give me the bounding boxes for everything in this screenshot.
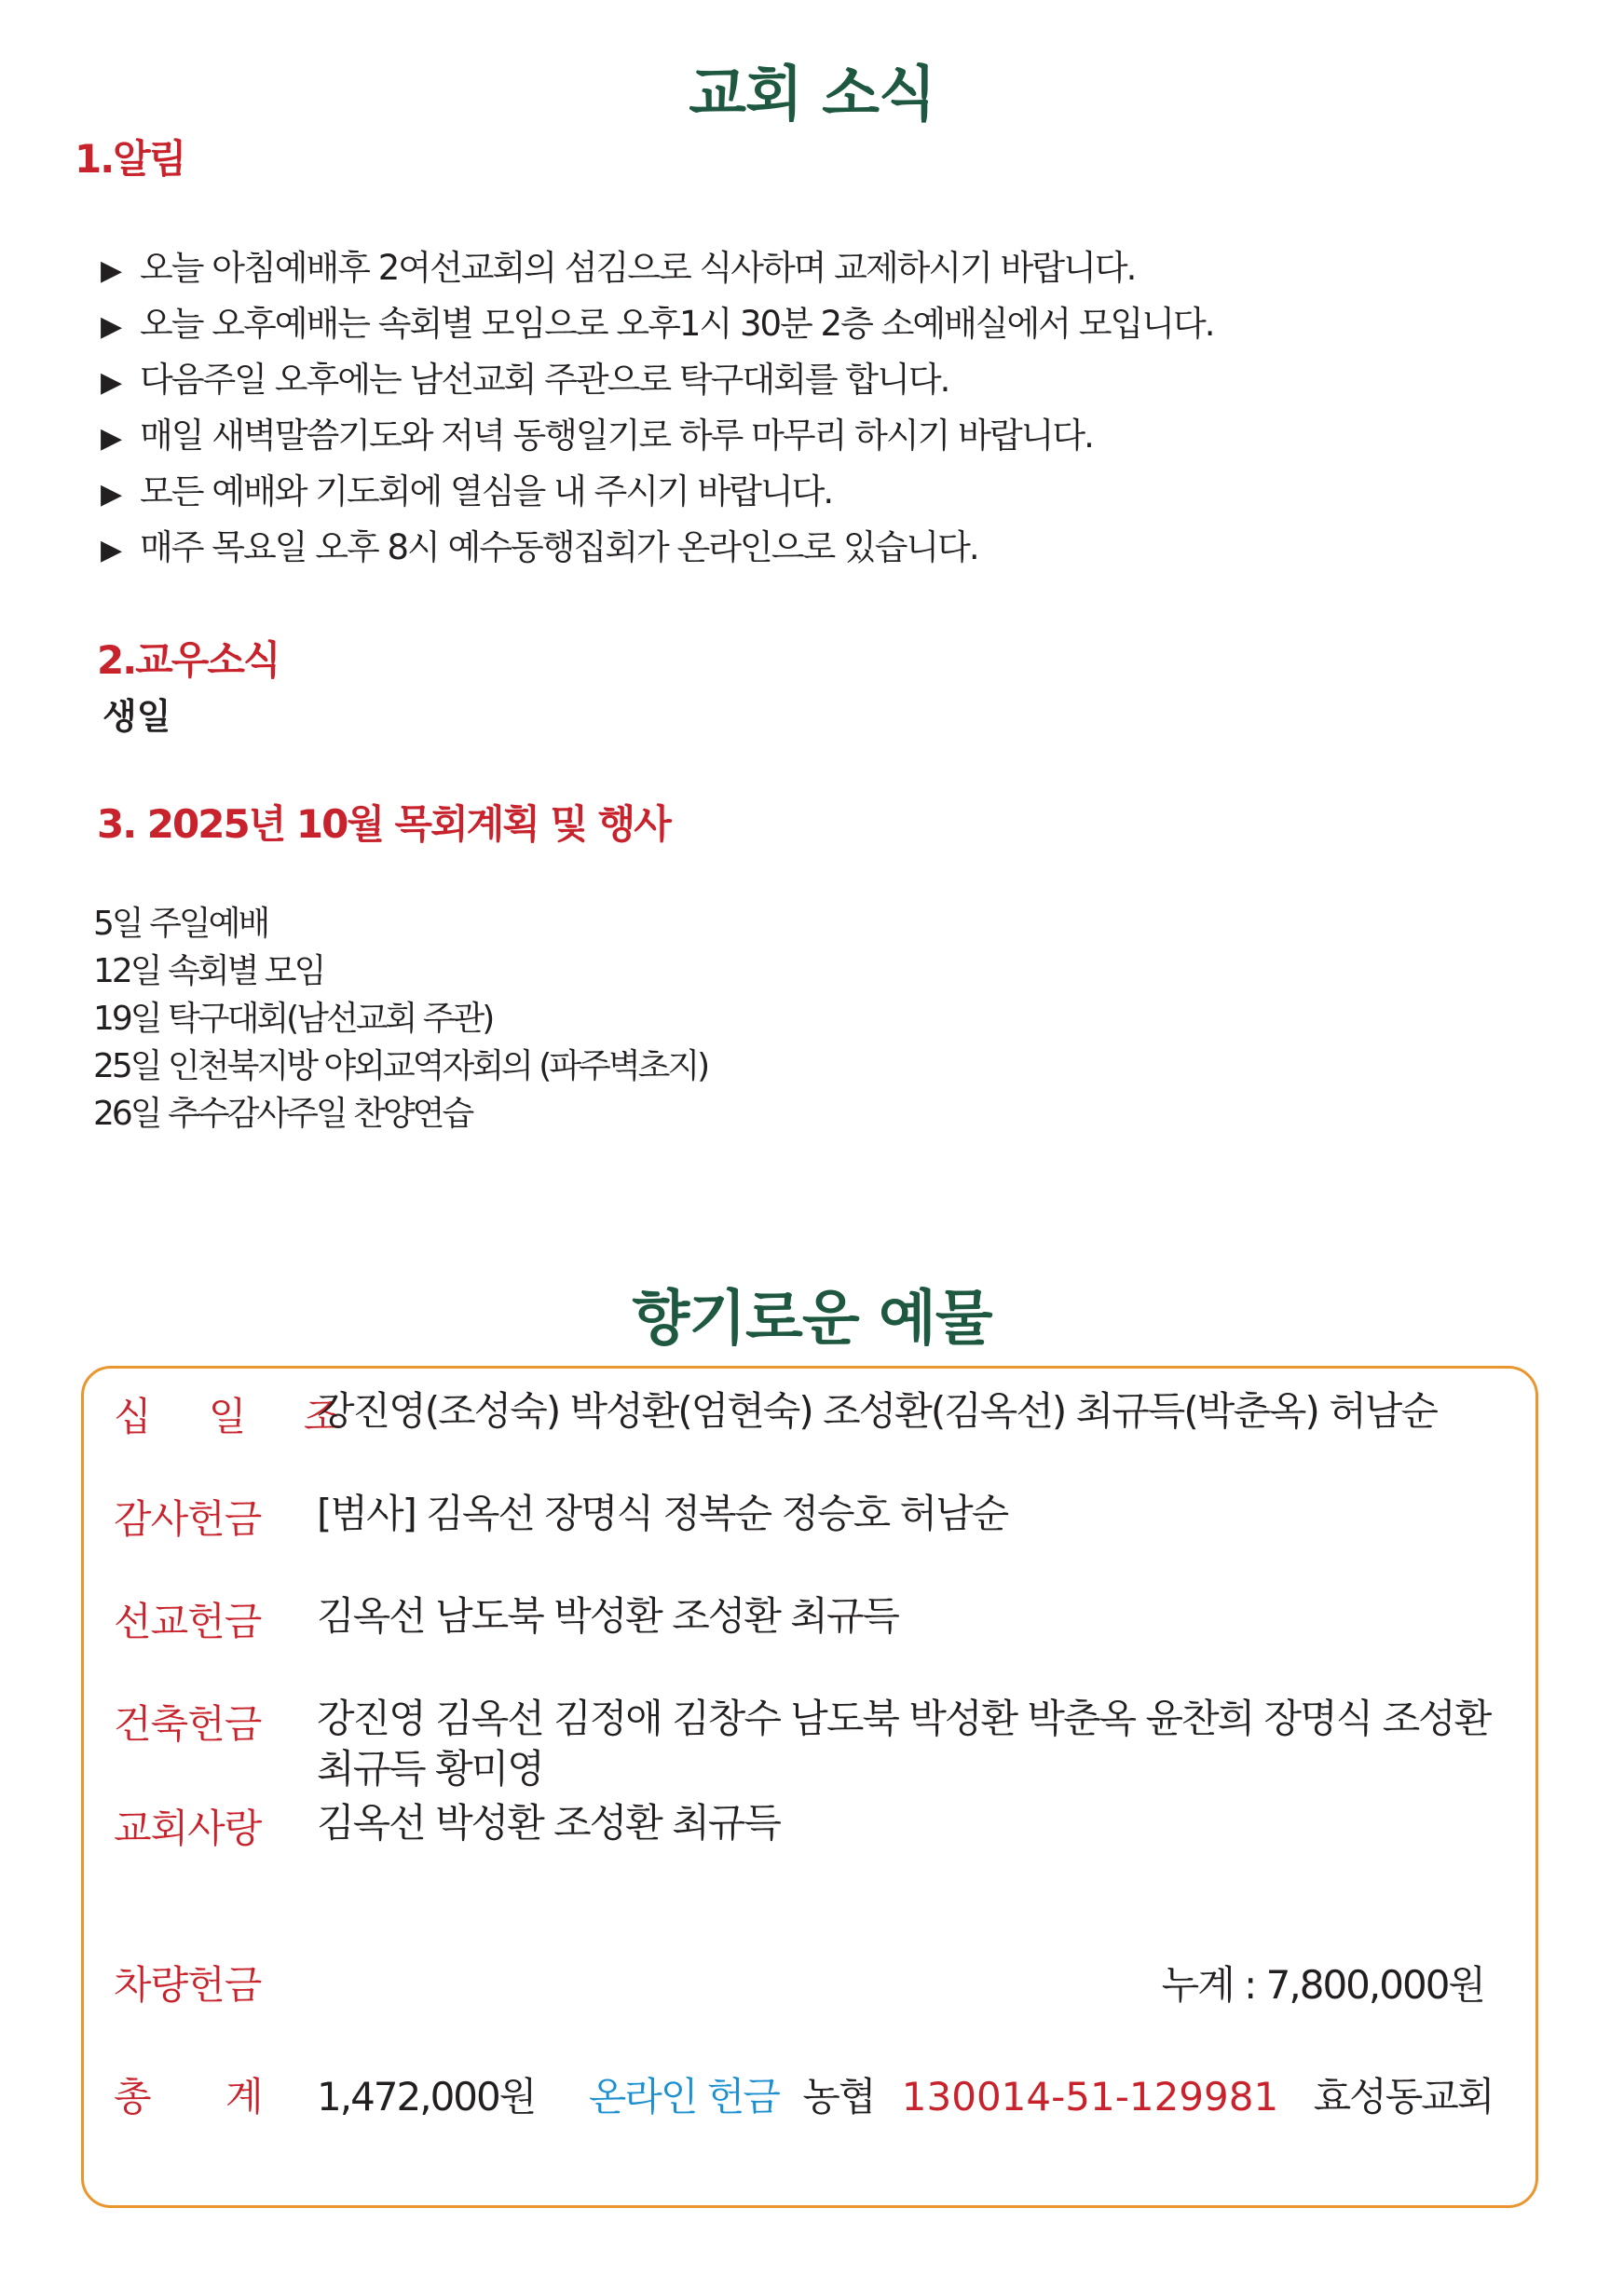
- triangle-bullet-icon: ▶: [101, 254, 121, 287]
- thanks-label: 감사헌금: [114, 1496, 262, 1542]
- cumulative-total: 누계 : 7,800,000원: [1161, 1962, 1484, 2008]
- triangle-bullet-icon: ▶: [101, 478, 121, 511]
- online-offering-label: 온라인 헌금: [588, 2074, 779, 2120]
- list-item: [101, 296, 1214, 352]
- list-item: 5일 주일예배: [93, 905, 268, 943]
- tithe-label: 십 일 조: [114, 1394, 364, 1439]
- list-item: 12일 속회별 모임: [93, 952, 324, 990]
- list-item: [101, 240, 1214, 296]
- account-holder: 효성동교회: [1313, 2074, 1494, 2120]
- notice-text: 오늘 오후예배는 속회별 모임으로 오후1시 30분 2층 소예배실에서 모입니다.: [140, 304, 1214, 344]
- vehicle-label: 차량헌금: [114, 1962, 262, 2008]
- notices-list: [101, 240, 1214, 576]
- building-names: 강진영 김옥선 김정애 김창수 남도북 박성환 박춘옥 윤찬희 장명식 조성환 최규득 황미영: [317, 1696, 1491, 1792]
- triangle-bullet-icon: ▶: [101, 534, 121, 566]
- list-item: 19일 탁구대회(남선교회 주관): [93, 1000, 493, 1038]
- schedule-heading: 3. 2025년 10월 목회계획 및 행사: [97, 801, 670, 847]
- account-number: 130014-51-129981: [901, 2074, 1279, 2120]
- triangle-bullet-icon: ▶: [101, 422, 121, 455]
- page-title: 교회 소식: [689, 61, 935, 129]
- total-amount: 1,472,000원: [317, 2074, 536, 2120]
- offerings-title: 향기로운 예물: [632, 1285, 992, 1354]
- members-heading: 2.교우소식: [97, 637, 280, 683]
- notice-text: 매일 새벽말씀기도와 저녁 동행일기로 하루 마무리 하시기 바랍니다.: [140, 416, 1093, 456]
- church-love-label: 교회사랑: [114, 1806, 262, 1851]
- triangle-bullet-icon: ▶: [101, 310, 121, 343]
- notice-text: 오늘 아침예배후 2여선교회의 섬김으로 식사하며 교제하시기 바랍니다.: [140, 248, 1136, 288]
- birthday-label: 생일: [102, 696, 171, 737]
- church-love-names: 김옥선 박성환 조성환 최규득: [317, 1800, 780, 1846]
- tithe-names: 강진영(조성숙) 박성환(엄현숙) 조성환(김옥선) 최규득(박춘옥) 허남순: [317, 1388, 1437, 1434]
- list-item: [101, 408, 1214, 464]
- total-label-second: 계: [225, 2074, 264, 2120]
- list-item: [101, 352, 1214, 408]
- notice-text: 매주 목요일 오후 8시 예수동행집회가 온라인으로 있습니다.: [140, 527, 978, 567]
- notice-text: 다음주일 오후에는 남선교회 주관으로 탁구대회를 합니다.: [140, 360, 949, 400]
- mission-label: 선교헌금: [114, 1599, 262, 1644]
- total-label: [114, 2066, 264, 2122]
- notice-text: 모든 예배와 기도회에 열심을 내 주시기 바랍니다.: [140, 471, 833, 511]
- thanks-names: [범사] 김옥선 장명식 정복순 정승호 허남순: [317, 1491, 1008, 1536]
- list-item: 25일 인천북지방 야외교역자회의 (파주벽초지): [93, 1047, 708, 1085]
- bank-name: 농협: [802, 2074, 875, 2120]
- list-item: [101, 464, 1214, 520]
- total-line: [317, 2066, 1493, 2122]
- list-item: [101, 520, 1214, 576]
- triangle-bullet-icon: ▶: [101, 366, 121, 399]
- mission-names: 김옥선 남도북 박성환 조성환 최규득: [317, 1593, 898, 1639]
- building-label: 건축헌금: [114, 1701, 262, 1747]
- schedule-list: [93, 900, 707, 1138]
- total-label-first: 총: [114, 2074, 152, 2120]
- notices-heading: 1.알림: [75, 136, 185, 182]
- list-item: 26일 추수감사주일 찬양연습: [93, 1095, 472, 1133]
